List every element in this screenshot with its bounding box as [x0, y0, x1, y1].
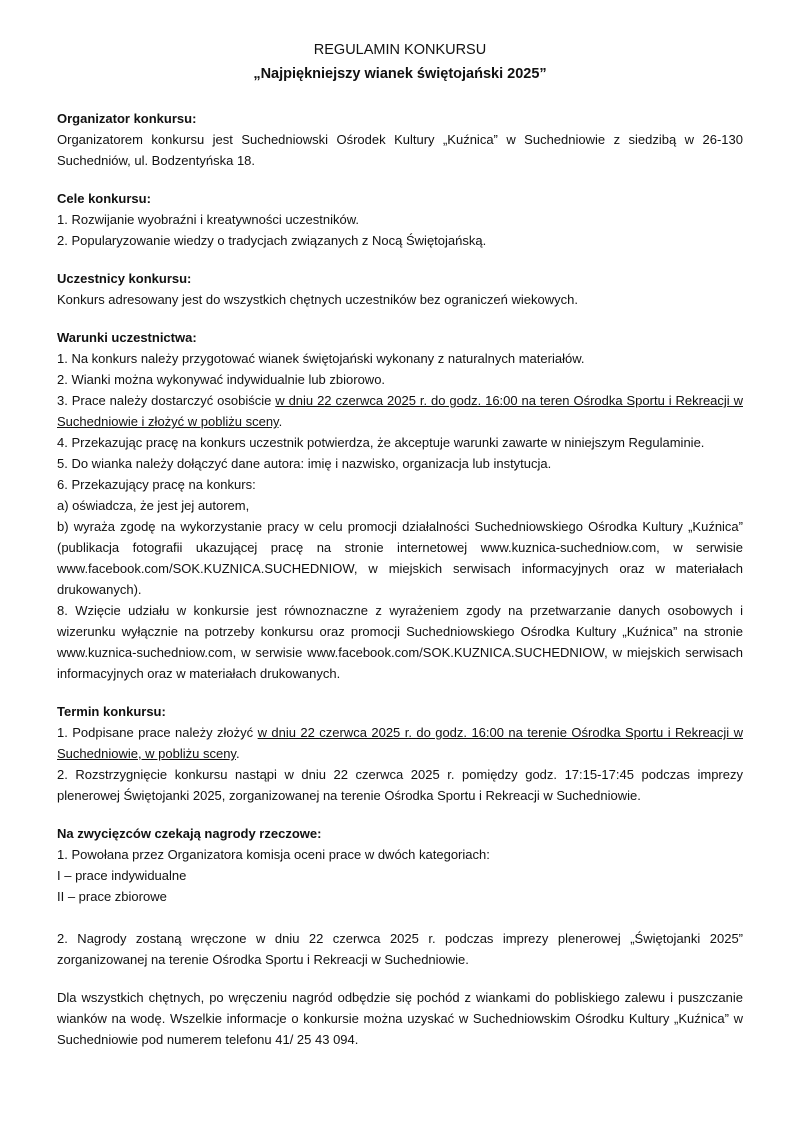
conditions-item-4: 4. Przekazując pracę na konkurs uczestnik potwierdza, że akceptuje warunki zawarte w niniejszym Regulaminie.: [57, 435, 705, 450]
term-section: [57, 701, 743, 806]
organizer-heading: Organizator konkursu:: [57, 111, 197, 126]
closing-section: [57, 987, 743, 1050]
document-subtitle: „Najpiękniejszy wianek świętojański 2025”: [253, 66, 547, 82]
prizes-item-2: 2. Nagrody zostaną wręczone w dniu 22 czerwca 2025 r. podczas imprezy plenerowej „Świętojanki 2025” zorganizowanej na terenie Ośrodka Sportu i Rekreacji w Suchedniowie.: [57, 931, 743, 967]
prizes-category-1: I – prace indywidualne: [57, 868, 187, 883]
participants-text: Konkurs adresowany jest do wszystkich chętnych uczestników bez ograniczeń wiekowych.: [57, 292, 578, 307]
goals-item: 1. Rozwijanie wyobraźni i kreatywności uczestników.: [57, 212, 360, 227]
conditions-item-3: [57, 390, 743, 432]
term-item-1-prefix: 1. Podpisane prace należy złożyć: [57, 725, 258, 740]
conditions-item-6: 6. Przekazujący pracę na konkurs:: [57, 477, 256, 492]
term-item-2: 2. Rozstrzygnięcie konkursu nastąpi w dniu 22 czerwca 2025 r. pomiędzy godz. 17:15-17:45 podczas imprezy plenerowej Świętojanki 2025, zorganizowanej na terenie Ośrodka Sportu i Rekreacji w Suchedniowie.: [57, 767, 743, 803]
closing-text: Dla wszystkich chętnych, po wręczeniu nagród odbędzie się pochód z wiankami do pobliskiego zalewu i puszczanie wianków na wodę. Wszelkie informacje o konkursie można uzyskać w Suchedniowskim Ośrodku Kultury „Kuźnica” w Suchedniowie pod numerem telefonu 41/ 25 43 094.: [57, 990, 743, 1047]
spacer: [57, 907, 743, 928]
prizes-item-1: 1. Powołana przez Organizatora komisja oceni prace w dwóch kategoriach:: [57, 847, 490, 862]
conditions-item-3-suffix: .: [278, 414, 283, 429]
conditions-item-3-prefix: 3. Prace należy dostarczyć osobiście: [57, 393, 276, 408]
conditions-item-6b: b) wyraża zgodę na wykorzystanie pracy w celu promocji działalności Suchedniowskiego Ośrodka Kultury „Kuźnica” (publikacja fotografii ukazującej pracę na stronie internetowej www.kuznica-suchedniow.com, w serwisie www.facebook.com/SOK.KUZNICA.SUCHEDNIOW, w miejskich serwisach informacyjnych oraz w materiałach drukowanych).: [57, 519, 743, 597]
term-item-1-deadline: w dniu 22 czerwca 2025 r. do godz. 16:00 na terenie Ośrodka Sportu i Rekreacji w Suchedniowie, w pobliżu sceny: [57, 725, 743, 761]
participants-heading: Uczestnicy konkursu:: [57, 271, 192, 286]
term-item-1-suffix: .: [235, 746, 240, 761]
term-item-1: [57, 722, 743, 764]
conditions-item-8: 8. Wzięcie udziału w konkursie jest równoznaczne z wyrażeniem zgody na przetwarzanie danych osobowych i wizerunku wyłącznie na potrzeby konkursu oraz promocji Suchedniowskiego Ośrodka Kultury „Kuźnica” na stronie www.kuznica-suchedniow.com, w serwisie www.facebook.com/SOK.KUZNICA.SUCHEDNIOW, w miejskich serwisach informacyjnych oraz w materiałach drukowanych.: [57, 603, 743, 681]
conditions-item-3-deadline: w dniu 22 czerwca 2025 r. do godz. 16:00 na teren Ośrodka Sportu i Rekreacji w Suchedniowie i złożyć w pobliżu sceny: [57, 393, 743, 429]
organizer-section: [57, 108, 743, 171]
prizes-heading: Na zwycięzców czekają nagrody rzeczowe:: [57, 826, 322, 841]
organizer-text: Organizatorem konkursu jest Suchedniowski Ośrodek Kultury „Kuźnica” w Suchedniowie z siedzibą w 26-130 Suchedniów, ul. Bodzentyńska 18.: [57, 132, 743, 168]
conditions-section: [57, 327, 743, 684]
prizes-section: [57, 823, 743, 970]
conditions-heading: Warunki uczestnictwa:: [57, 330, 197, 345]
conditions-item-2: 2. Wianki można wykonywać indywidualnie lub zbiorowo.: [57, 372, 386, 387]
participants-section: [57, 268, 743, 310]
goals-item: 2. Popularyzowanie wiedzy o tradycjach związanych z Nocą Świętojańską.: [57, 233, 487, 248]
goals-heading: Cele konkursu:: [57, 191, 151, 206]
goals-section: [57, 188, 743, 251]
term-heading: Termin konkursu:: [57, 704, 166, 719]
document-title: REGULAMIN KONKURSU: [313, 42, 487, 58]
prizes-category-2: II – prace zbiorowe: [57, 889, 167, 904]
conditions-item-1: 1. Na konkurs należy przygotować wianek świętojański wykonany z naturalnych materiałów.: [57, 351, 585, 366]
conditions-item-5: 5. Do wianka należy dołączyć dane autora: imię i nazwisko, organizacja lub instytucja.: [57, 456, 552, 471]
conditions-item-6a: a) oświadcza, że jest jej autorem,: [57, 498, 250, 513]
